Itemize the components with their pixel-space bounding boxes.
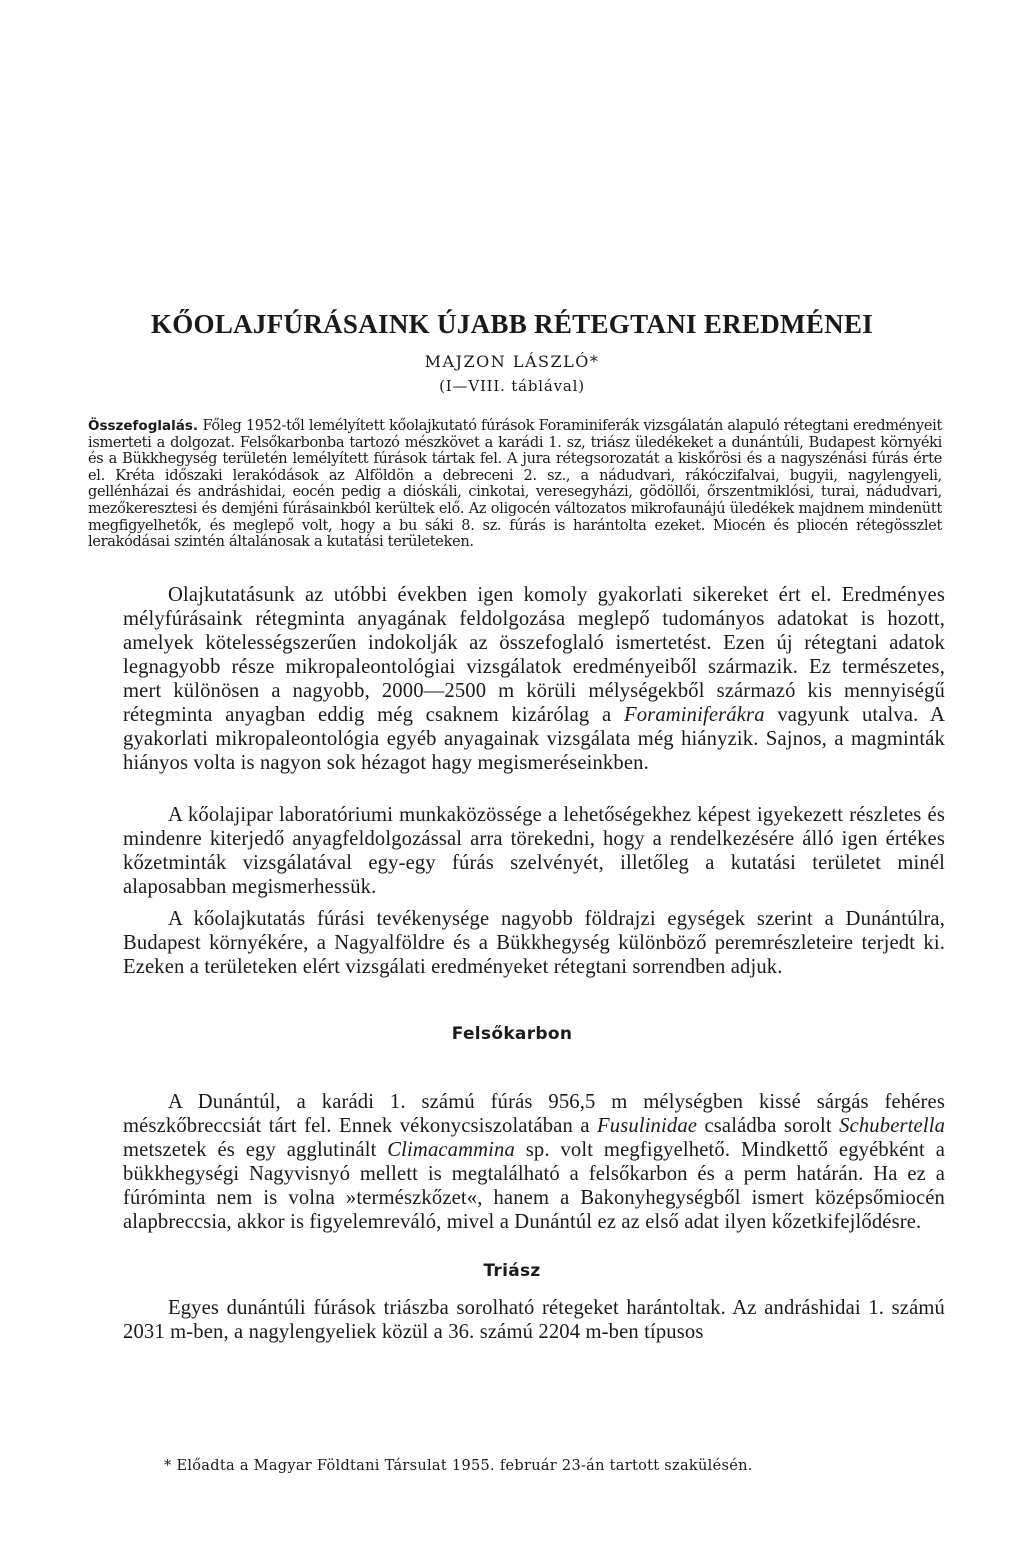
intro-p1-text-1: Olajkutatásunk az utóbbi években igen komoly gyakorlati sikereket ért el. Eredményes mélyfúrásaink rétegminta anyagának feldolgozása meglepő tudományos adatokat is hozott, amelyek kötelességszerűen indokolják az összefoglaló ismertetést. Ezen új rétegtani adatok legnagyobb része mikropaleontológiai vizsgálatok eredményeiből származik. Ez természetes, mert különösen a nagyobb, 2000—2500 m körüli mélységekből származó kis mennyiségű rétegminta anyagban eddig még csaknem kizárólag a <box>123 584 945 726</box>
article-title: KŐOLAJFÚRÁSAINK ÚJABB RÉTEGTANI EREDMÉNEI <box>150 309 874 339</box>
section1-text-2: családba sorolt <box>697 1115 840 1137</box>
author-name: MAJZON LÁSZLÓ* <box>424 352 600 371</box>
footnote: * Előadta a Magyar Földtani Társulat 1955. február 23-án tartott szakülésén. <box>164 1458 753 1474</box>
section1-italic-climacammina: Climacammina <box>387 1139 515 1161</box>
intro-p1-italic: Foraminiferákra <box>623 704 765 726</box>
plates-note: (I—VIII. táblával) <box>439 377 585 395</box>
intro-paragraph-1 <box>123 583 945 775</box>
section2-paragraph: Egyes dunántúli fúrások triászba sorolható rétegeket harántoltak. Az andráshidai 1. számú 2031 m-ben, a nagylengyeliek közül a 36. számú 2204 m-ben típusos <box>123 1297 945 1343</box>
section1-paragraph <box>123 1090 945 1234</box>
section-heading-felsokarbon: Felsőkarbon <box>451 1024 573 1044</box>
abstract-text: Főleg 1952-től lemélyített kőolajkutató fúrások Foraminiferák vizsgálatán alapuló rétegtani eredményeit ismerteti a dolgozat. Felsőkarbonba tartozó mészkövet a karádi 1. sz, triász üledékeket a dunántúli, Budapest környéki és a Bükkhegység területén lemélyített fúrások tártak fel. A jura rétegsorozatát a kiskőrösi és a nagyszénási fúrás érte el. Kréta időszaki lerakódások az Alföldön a debreceni 2. sz., a nádudvari, rákóczifalvai, bugyii, nagylengyeli, gellénházai és andráshidai, eocén pedig a dióskáli, cinkotai, veresegyházi, gödöllői, őrszentmiklósi, turai, nádudvari, mezőkeresztesi és demjéni fúrásainkból kerültek elő. Az oligocén változatos mikrofaunájú üledékek majdnem mindenütt megfigyelhetők, és meglepő volt, hogy a bu sáki 8. sz. fúrás is harántolta ezeket. Miocén és pliocén rétegösszlet lerakódásai szintén általánosak a kutatási területeken. <box>88 418 943 551</box>
section1-italic-fusulinidae: Fusulinidae <box>597 1115 698 1137</box>
section1-text-4: sp. volt megfigyelhető. Mindkettő egyébként a bükkhegységi Nagyvisnyó mellett is megtalálható a felsőkarbon és a perm határán. Ha ez a fúróminta nem is volna »természkőzet«, hanem a Bakonyhegységből ismert középsőmiocén alapbreccsia, akkor is figyelemreváló, mivel a Dunántúl ez az első adat ilyen kőzetkifejlődésre. <box>123 1139 945 1233</box>
section1-text-3: metszetek és egy agglutinált <box>123 1139 388 1161</box>
intro-paragraph-2: A kőolajipar laboratóriumi munkaközössége a lehetőségekhez képest igyekezett részletes és mindenre kiterjedő anyagfeldolgozással arra törekedni, hogy a rendelkezésére álló igen értékes kőzetminták vizsgálatával egy-egy fúrás szelvényét, illetőleg a kutatási területet minél alaposabban megismerhessük. <box>123 804 945 898</box>
section-heading-triasz: Triász <box>483 1261 541 1281</box>
abstract <box>88 418 942 551</box>
intro-p1-text-2: vagyunk utalva. A gyakorlati mikropaleontológia egyéb anyagainak vizsgálata még hiányzik. Sajnos, a magminták hiányos volta is nagyon sok hézagot hagy megismeréseinkben. <box>123 704 945 774</box>
section1-italic-schubertella: Schubertella <box>839 1115 946 1137</box>
intro-paragraph-3: A kőolajkutatás fúrási tevékenysége nagyobb földrajzi egységek szerint a Dunántúlra, Budapest környékére, a Nagyalföldre és a Bükkhegység különböző peremrészleteire terjedt ki. Ezeken a területeken elért vizsgálati eredményeket rétegtani sorrendben adjuk. <box>123 908 945 978</box>
abstract-lead: Összefoglalás. <box>88 418 199 434</box>
section1-text-1: A Dunántúl, a karádi 1. számú fúrás 956,5 m mélységben kissé sárgás fehéres mészkőbreccsiát tárt fel. Ennek vékonycsiszolatában a <box>123 1091 945 1137</box>
